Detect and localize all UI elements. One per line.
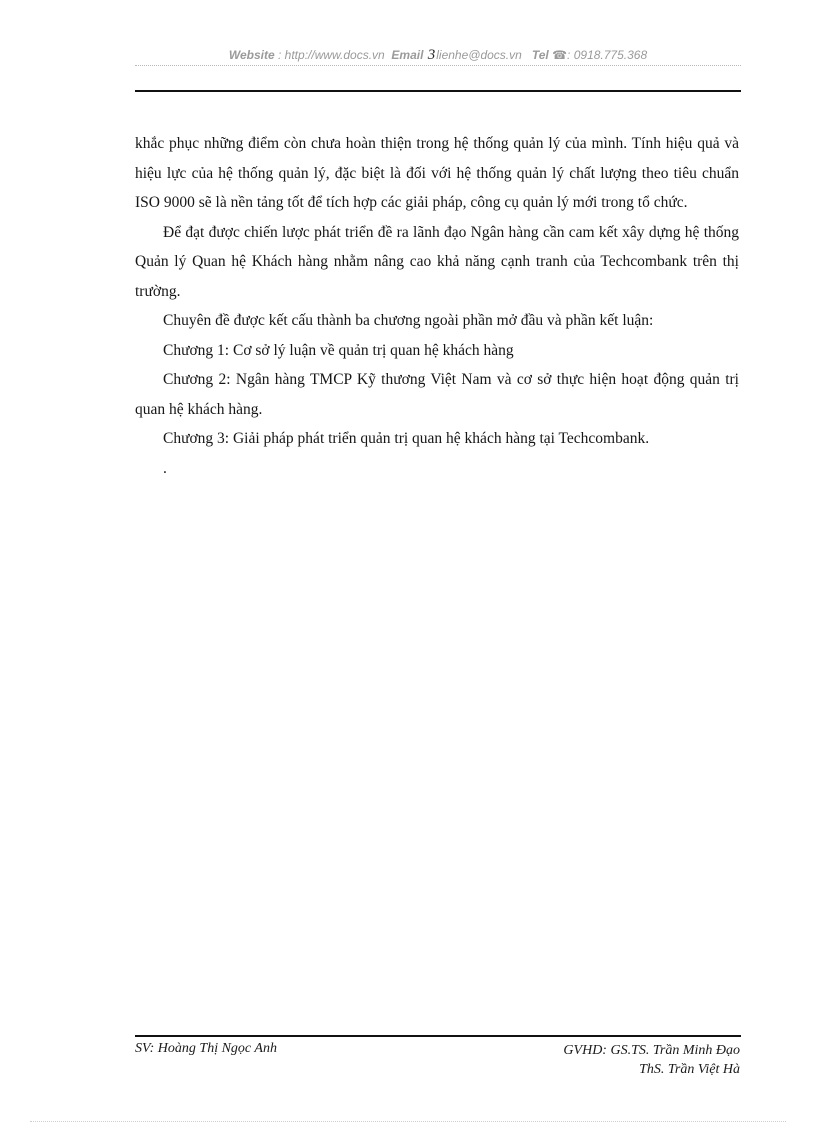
- website-separator: :: [274, 48, 285, 62]
- trailing-dot: .: [163, 459, 167, 477]
- footer-student: SV: Hoàng Thị Ngọc Anh: [135, 1041, 277, 1056]
- header-rule: [135, 90, 741, 92]
- footer-rule: [135, 1035, 741, 1037]
- email-address[interactable]: lienhe@docs.vn: [436, 48, 522, 62]
- website-url[interactable]: http://www.docs.vn: [284, 48, 385, 62]
- email-label: Email: [391, 48, 424, 62]
- page-header: [135, 47, 741, 64]
- document-body: [135, 129, 739, 483]
- paragraph-continuation: khắc phục những điểm còn chưa hoàn thiện trong hệ thống quản lý của mình. Tính hiệu quả và hiệu lực của hệ thống quản lý, đặc biệt là đối với hệ thống quản lý chất lượng theo tiêu chuẩn ISO 9000 sẽ là nền tảng tốt để tích hợp các giải pháp, công cụ quản lý mới trong tổ chức.: [135, 135, 739, 211]
- tel-number: : 0918.775.368: [567, 48, 648, 62]
- chapter-3-item: Chương 3: Giải pháp phát triển quản trị quan hệ khách hàng tại Techcombank.: [163, 430, 650, 447]
- header-dotted-divider: [135, 65, 741, 66]
- footer-advisor-secondary: ThS. Trần Việt Hà: [639, 1062, 740, 1077]
- tel-label: Tel: [531, 48, 549, 62]
- paragraph-strategy: Để đạt được chiến lược phát triển đề ra lãnh đạo Ngân hàng cần cam kết xây dựng hệ thống Quản lý Quan hệ Khách hàng nhằm nâng cao khả năng cạnh tranh của Techcombank trên thị trường.: [135, 223, 739, 300]
- website-label: Website: [228, 48, 275, 62]
- page-bottom-dotted-border: [30, 1121, 786, 1122]
- footer-advisors: [563, 1041, 740, 1079]
- chapter-2-item: Chương 2: Ngân hàng TMCP Kỹ thương Việt Nam và cơ sở thực hiện hoạt động quản trị quan hệ khách hàng.: [135, 371, 739, 418]
- footer-advisor-primary: GVHD: GS.TS. Trần Minh Đạo: [563, 1043, 740, 1058]
- paragraph-structure: Chuyên đề được kết cấu thành ba chương ngoài phần mở đầu và phần kết luận:: [163, 312, 654, 329]
- chapter-1-item: Chương 1: Cơ sở lý luận về quản trị quan hệ khách hàng: [163, 341, 514, 359]
- phone-icon: ☎: [552, 48, 568, 62]
- page-number: 3: [427, 47, 436, 63]
